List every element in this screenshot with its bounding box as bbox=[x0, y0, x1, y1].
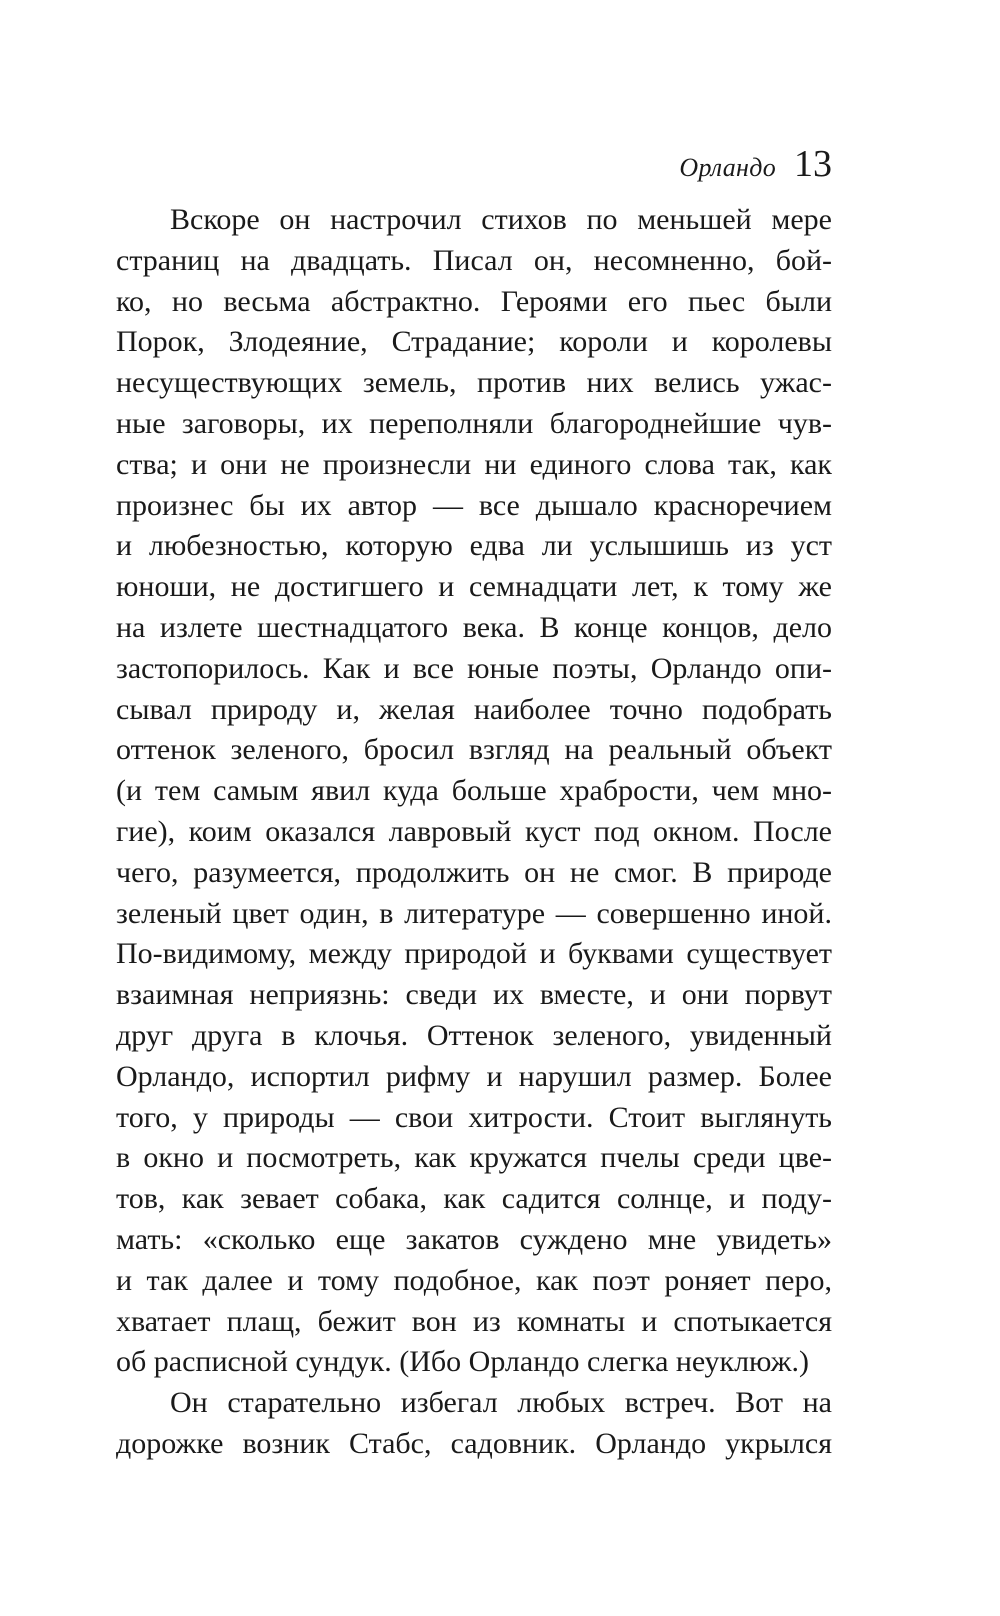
text-line: страниц на двадцать. Писал он, несомненно, бой- bbox=[116, 243, 832, 277]
text-line: тов, как зевает собака, как садится солнце, и поду- bbox=[116, 1182, 832, 1216]
text-line: друг друга в клочья. Оттенок зеленого, увиденный bbox=[116, 1018, 832, 1052]
text-line: несуществующих земель, против них велись ужас- bbox=[116, 366, 832, 400]
text-line: и любезностью, которую едва ли услышишь из уст bbox=[116, 529, 832, 563]
text-line: дорожке возник Стабс, садовник. Орландо укрылся bbox=[116, 1426, 832, 1460]
text-line: Он старательно избегал любых встреч. Вот на bbox=[170, 1386, 832, 1420]
running-title: Орландо bbox=[679, 153, 776, 182]
text-line: ко, но весьма абстрактно. Героями его пьес были bbox=[116, 284, 832, 318]
text-line: чего, разумеется, продолжить он не смог. В природе bbox=[116, 855, 832, 889]
text-line: (и тем самым явил куда больше храбрости, чем мно- bbox=[116, 774, 832, 808]
text-line: застопорилось. Как и все юные поэты, Орландо опи- bbox=[116, 651, 832, 685]
text-line: ства; и они не произнесли ни единого слова так, как bbox=[116, 447, 832, 481]
text-line: того, у природы — свои хитрости. Стоит выглянуть bbox=[116, 1100, 832, 1134]
text-line: на излете шестнадцатого века. В конце концов, дело bbox=[116, 610, 832, 644]
text-line: в окно и посмотреть, как кружатся пчелы среди цве- bbox=[116, 1141, 832, 1175]
text-line: мать: «сколько еще закатов суждено мне увидеть» bbox=[116, 1222, 832, 1256]
running-head bbox=[679, 142, 832, 186]
body-text bbox=[116, 200, 832, 1465]
text-line: По-видимому, между природой и буквами существует bbox=[116, 937, 832, 971]
page-number: 13 bbox=[794, 143, 832, 185]
text-line: юноши, не достигшего и семнадцати лет, к тому же bbox=[116, 570, 832, 604]
text-line: Орландо, испортил рифму и нарушил размер. Более bbox=[116, 1059, 832, 1093]
text-line: хватает плащ, бежит вон из комнаты и спотыкается bbox=[116, 1304, 832, 1338]
text-line: сывал природу и, желая наиболее точно подобрать bbox=[116, 692, 832, 726]
text-line: ные заговоры, их переполняли благороднейшие чув- bbox=[116, 406, 832, 440]
text-line: об расписной сундук. (Ибо Орландо слегка неуклюж.) bbox=[116, 1345, 809, 1379]
text-line: гие), коим оказался лавровый куст под окном. После bbox=[116, 814, 832, 848]
paragraph bbox=[116, 1383, 832, 1465]
text-line: взаимная неприязнь: сведи их вместе, и они порвут bbox=[116, 978, 832, 1012]
text-line: произнес бы их автор — все дышало красноречием bbox=[116, 488, 832, 522]
text-line: зеленый цвет один, в литературе — совершенно иной. bbox=[116, 896, 832, 930]
text-line: Порок, Злодеяние, Страдание; короли и королевы bbox=[116, 325, 832, 359]
text-line: и так далее и тому подобное, как поэт роняет перо, bbox=[116, 1263, 832, 1297]
text-line: Вскоре он настрочил стихов по меньшей мере bbox=[170, 203, 832, 236]
text-line: оттенок зеленого, бросил взгляд на реальный объект bbox=[116, 733, 832, 767]
paragraph bbox=[116, 200, 832, 1383]
